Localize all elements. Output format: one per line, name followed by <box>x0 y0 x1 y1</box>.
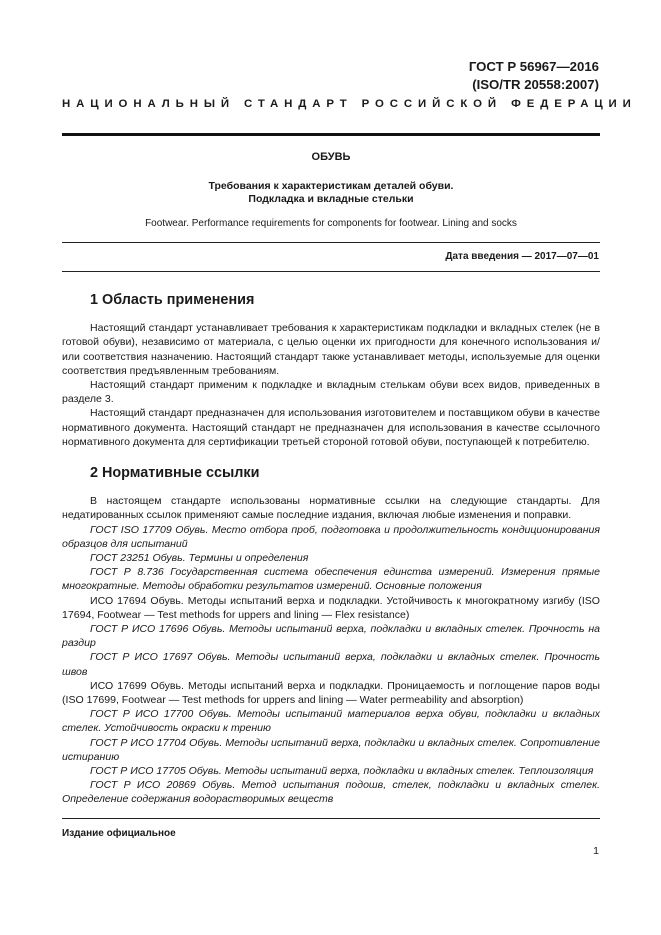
national-standard-banner: НАЦИОНАЛЬНЫЙ СТАНДАРТ РОССИЙСКОЙ ФЕДЕРАЦИИ <box>62 98 637 110</box>
reference-item: ГОСТ Р ИСО 17705 Обувь. Методы испытаний верха, подкладки и вкладных стелек. Теплоизоляция <box>90 765 594 778</box>
reference-item: ГОСТ Р ИСО 20869 Обувь. Метод испытания подошв, стелек, подкладки и вкладных стелек. Определение содержания водорастворимых веществ <box>62 779 600 806</box>
reference-item: ИСО 17699 Обувь. Методы испытаний верха и подкладки. Проницаемость и поглощение паров воды (ISO 17699, Footwear — Test methods for uppers and lining — Water permeability and absorption) <box>62 679 600 707</box>
paragraph: Настоящий стандарт предназначен для использования изготовителем и поставщиком обуви в качестве нормативного документа. Настоящий стандарт не предназначен для использования в качестве ссылочного нормативного документа для сертификации третьей стороной готовой обуви, поступающей к потребителю. <box>62 407 600 448</box>
reference-item: ИСО 17694 Обувь. Методы испытаний верха и подкладки. Устойчивость к многократному изгибу (ISO 17694, Footwear — Test methods for uppers and lining — Flex resistance) <box>62 594 600 621</box>
reference-item: ГОСТ Р ИСО 17697 Обувь. Методы испытаний верха, подкладки и вкладных стелек. Прочность швов <box>62 651 600 678</box>
title-rule <box>62 242 600 243</box>
document-subtitle <box>62 180 600 206</box>
standard-designation <box>469 58 599 94</box>
date-rule <box>62 271 600 272</box>
reference-item: ГОСТ Р ИСО 17704 Обувь. Методы испытаний верха, подкладки и вкладных стелек. Сопротивление истиранию <box>62 736 600 763</box>
paragraph: Настоящий стандарт устанавливает требования к характеристикам подкладки и вкладных стелек (не в готовой обуви), независимо от материала, с целью оценки их пригодности для конечного использования и/или соответствия назначению. Настоящий стандарт также устанавливает методы, используемые для оценки соответствия предъявленным требованиям. <box>62 322 600 377</box>
reference-item: ГОСТ ISO 17709 Обувь. Место отбора проб, подготовка и продолжительность кондиционирования образцов для испытаний <box>62 523 600 550</box>
standard-id: ГОСТ Р 56967—2016 <box>468 59 599 74</box>
section-normative-references <box>62 466 600 807</box>
reference-item: ГОСТ Р 8.736 Государственная система обеспечения единства измерений. Измерения прямые многократные. Методы обработки результатов измерений. Основные положения <box>62 566 600 593</box>
reference-item: ГОСТ Р ИСО 17696 Обувь. Методы испытаний верха, подкладки и вкладных стелек. Прочность на раздир <box>62 623 600 650</box>
reference-item: ГОСТ Р ИСО 17700 Обувь. Методы испытаний материалов верха обуви, подкладки и вкладных стелек. Устойчивость окраски к трению <box>62 708 600 735</box>
introduction-date: Дата введения — 2017—07—01 <box>445 251 599 262</box>
document-title: ОБУВЬ <box>311 151 351 163</box>
page-number: 1 <box>593 845 599 857</box>
paragraph: В настоящем стандарте использованы нормативные ссылки на следующие стандарты. Для недатированных ссылок применяют самые последние издания, включая любые изменения и поправки. <box>62 495 600 522</box>
official-edition-label: Издание официальное <box>62 828 176 839</box>
section-scope <box>62 293 600 449</box>
reference-item: ГОСТ 23251 Обувь. Термины и определения <box>90 552 309 565</box>
subtitle-line-2: Подкладка и вкладные стельки <box>248 193 414 205</box>
iso-id: (ISO/TR 20558:2007) <box>472 77 599 92</box>
section-heading: 1 Область применения <box>90 292 255 308</box>
english-title: Footwear. Performance requirements for components for footwear. Lining and socks <box>145 218 517 229</box>
paragraph: Настоящий стандарт применим к подкладке и вкладным стелькам обуви всех видов, приведенных в разделе 3. <box>62 379 600 406</box>
subtitle-line-1: Требования к характеристикам деталей обуви. <box>208 180 454 192</box>
header-rule <box>62 133 600 136</box>
section-heading: 2 Нормативные ссылки <box>90 465 260 481</box>
footer-rule <box>62 818 600 819</box>
